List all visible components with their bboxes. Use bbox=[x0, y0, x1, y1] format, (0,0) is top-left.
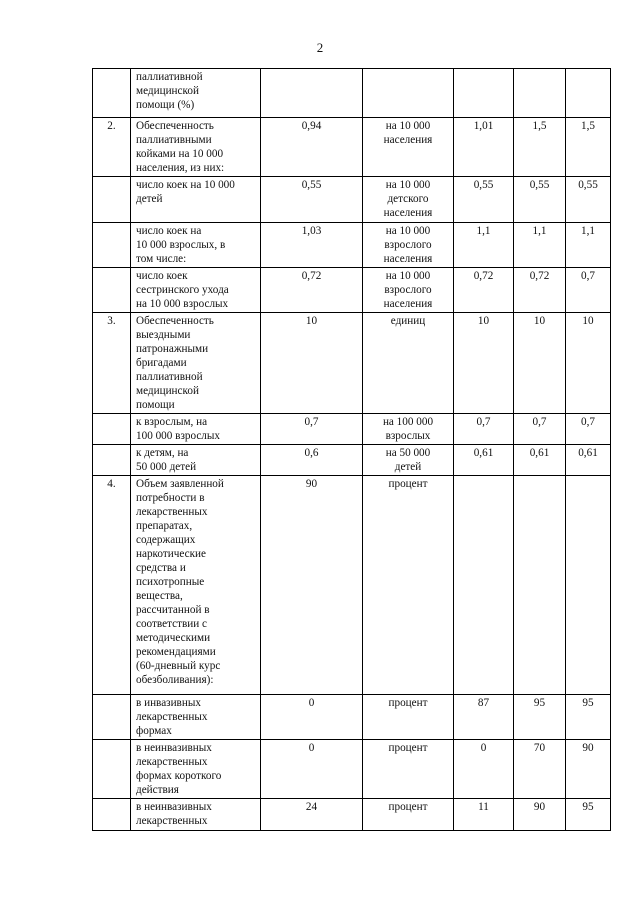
indicator-name-cell bbox=[131, 177, 261, 223]
indicator-name-cell-line: помощи (%) bbox=[136, 99, 195, 111]
indicator-name-cell-line: на 10 000 взрослых bbox=[136, 298, 229, 310]
base-value-cell: 0,7 bbox=[261, 414, 363, 445]
unit-cell bbox=[363, 445, 454, 476]
indicator-name-cell-line: число коек bbox=[136, 270, 188, 282]
unit-cell-line: населения bbox=[383, 134, 433, 146]
indicator-name-cell-line: помощи bbox=[136, 399, 175, 411]
indicator-name-cell-line: Обеспеченность bbox=[136, 315, 214, 327]
indicator-name-cell bbox=[131, 414, 261, 445]
base-value-cell: 0,94 bbox=[261, 118, 363, 177]
indicator-name-cell bbox=[131, 268, 261, 313]
base-value-cell: 0 bbox=[261, 695, 363, 740]
unit-cell-line: детского bbox=[387, 193, 429, 205]
value-1-cell: 11 bbox=[454, 799, 514, 831]
indicator-name-cell-line: наркотические bbox=[136, 548, 206, 560]
indicator-name-cell-line: (60-дневный курс bbox=[136, 660, 221, 672]
value-3-cell: 90 bbox=[566, 740, 611, 799]
base-value-cell: 10 bbox=[261, 313, 363, 414]
value-3-cell bbox=[566, 69, 611, 118]
unit-cell-line: на 10 000 bbox=[385, 120, 431, 132]
base-value-cell: 1,03 bbox=[261, 223, 363, 268]
indicator-name-cell-line: паллиативной bbox=[136, 71, 203, 83]
indicator-name-cell-line: патронажными bbox=[136, 343, 209, 355]
indicator-name-cell-line: лекарственных bbox=[136, 815, 208, 827]
value-1-cell: 0,61 bbox=[454, 445, 514, 476]
unit-cell bbox=[363, 177, 454, 223]
value-2-cell: 90 bbox=[514, 799, 566, 831]
unit-cell-line: процент bbox=[388, 697, 428, 709]
unit-cell-line: процент bbox=[388, 742, 428, 754]
row-number-cell bbox=[93, 695, 131, 740]
indicator-name-cell-line: число коек на 10 000 bbox=[136, 179, 235, 191]
indicator-name-cell-line: рекомендациями bbox=[136, 646, 216, 658]
base-value-cell: 90 bbox=[261, 476, 363, 695]
indicator-name-cell-line: медицинской bbox=[136, 85, 199, 97]
unit-cell-line: на 10 000 bbox=[385, 270, 431, 282]
indicator-name-cell-line: к взрослым, на bbox=[136, 416, 208, 428]
value-2-cell: 0,61 bbox=[514, 445, 566, 476]
value-1-cell: 87 bbox=[454, 695, 514, 740]
value-1-cell: 1,1 bbox=[454, 223, 514, 268]
value-2-cell: 10 bbox=[514, 313, 566, 414]
row-number-cell: 2. bbox=[93, 118, 131, 177]
indicator-name-cell-line: Объем заявленной bbox=[136, 478, 224, 490]
value-1-cell bbox=[454, 69, 514, 118]
value-2-cell bbox=[514, 69, 566, 118]
table-row bbox=[93, 740, 611, 799]
table-row bbox=[93, 414, 611, 445]
indicator-name-cell-line: Обеспеченность bbox=[136, 120, 214, 132]
unit-cell-line: населения bbox=[383, 253, 433, 265]
value-3-cell: 1,1 bbox=[566, 223, 611, 268]
unit-cell bbox=[363, 223, 454, 268]
value-2-cell: 0,72 bbox=[514, 268, 566, 313]
unit-cell-line: на 10 000 bbox=[385, 225, 431, 237]
value-1-cell: 10 bbox=[454, 313, 514, 414]
indicator-name-cell bbox=[131, 445, 261, 476]
indicator-name-cell bbox=[131, 740, 261, 799]
value-3-cell: 0,61 bbox=[566, 445, 611, 476]
indicator-name-cell-line: соответствии с bbox=[136, 618, 207, 630]
value-1-cell: 0,55 bbox=[454, 177, 514, 223]
indicator-name-cell bbox=[131, 695, 261, 740]
table-row bbox=[93, 476, 611, 695]
unit-cell-line: взрослого bbox=[384, 284, 432, 296]
indicator-name-cell-line: препаратах, bbox=[136, 520, 193, 532]
indicator-name-cell-line: в неинвазивных bbox=[136, 742, 212, 754]
value-2-cell bbox=[514, 476, 566, 695]
indicator-name-cell-line: содержащих bbox=[136, 534, 196, 546]
value-2-cell: 70 bbox=[514, 740, 566, 799]
table-row bbox=[93, 695, 611, 740]
unit-cell-line: процент bbox=[388, 801, 428, 813]
indicator-name-cell-line: сестринского ухода bbox=[136, 284, 229, 296]
indicator-name-cell-line: вещества, bbox=[136, 590, 183, 602]
value-3-cell: 95 bbox=[566, 695, 611, 740]
value-3-cell: 0,7 bbox=[566, 268, 611, 313]
row-number-cell bbox=[93, 445, 131, 476]
unit-cell-line: процент bbox=[388, 478, 428, 490]
value-2-cell: 1,1 bbox=[514, 223, 566, 268]
unit-cell bbox=[363, 740, 454, 799]
indicator-name-cell-line: число коек на bbox=[136, 225, 202, 237]
base-value-cell: 0,72 bbox=[261, 268, 363, 313]
value-1-cell: 0 bbox=[454, 740, 514, 799]
indicator-name-cell-line: формах bbox=[136, 725, 172, 737]
base-value-cell: 0,6 bbox=[261, 445, 363, 476]
indicator-name-cell bbox=[131, 223, 261, 268]
row-number-cell bbox=[93, 740, 131, 799]
unit-cell bbox=[363, 476, 454, 695]
base-value-cell: 0 bbox=[261, 740, 363, 799]
indicator-name-cell-line: населения, из них: bbox=[136, 162, 225, 174]
base-value-cell: 24 bbox=[261, 799, 363, 831]
table-row bbox=[93, 177, 611, 223]
indicator-name-cell-line: лекарственных bbox=[136, 756, 208, 768]
table-row bbox=[93, 799, 611, 831]
indicator-name-cell-line: действия bbox=[136, 784, 179, 796]
value-3-cell: 1,5 bbox=[566, 118, 611, 177]
unit-cell-line: на 10 000 bbox=[385, 179, 431, 191]
table-row bbox=[93, 118, 611, 177]
indicator-name-cell-line: 10 000 взрослых, в bbox=[136, 239, 226, 251]
unit-cell bbox=[363, 69, 454, 118]
indicator-name-cell-line: средства и bbox=[136, 562, 186, 574]
unit-cell-line: на 50 000 bbox=[385, 447, 431, 459]
base-value-cell: 0,55 bbox=[261, 177, 363, 223]
page-number: 2 bbox=[316, 40, 324, 55]
row-number-cell bbox=[93, 799, 131, 831]
value-3-cell: 10 bbox=[566, 313, 611, 414]
row-number-cell bbox=[93, 414, 131, 445]
value-1-cell: 0,72 bbox=[454, 268, 514, 313]
row-number-cell bbox=[93, 177, 131, 223]
value-3-cell bbox=[566, 476, 611, 695]
indicator-name-cell-line: обезболивания): bbox=[136, 674, 214, 686]
value-3-cell: 0,55 bbox=[566, 177, 611, 223]
indicator-name-cell-line: к детям, на bbox=[136, 447, 189, 459]
value-1-cell: 1,01 bbox=[454, 118, 514, 177]
table-row bbox=[93, 445, 611, 476]
table-row bbox=[93, 313, 611, 414]
indicator-name-cell-line: в инвазивных bbox=[136, 697, 201, 709]
indicator-name-cell bbox=[131, 69, 261, 118]
row-number-cell bbox=[93, 223, 131, 268]
indicator-name-cell-line: выездными bbox=[136, 329, 191, 341]
indicator-name-cell-line: потребности в bbox=[136, 492, 205, 504]
unit-cell bbox=[363, 414, 454, 445]
row-number-cell: 4. bbox=[93, 476, 131, 695]
indicator-name-cell-line: койками на 10 000 bbox=[136, 148, 224, 160]
table-row bbox=[93, 223, 611, 268]
row-number-cell bbox=[93, 69, 131, 118]
unit-cell bbox=[363, 268, 454, 313]
indicator-name-cell-line: лекарственных bbox=[136, 711, 208, 723]
unit-cell-line: единиц bbox=[390, 315, 426, 327]
value-2-cell: 95 bbox=[514, 695, 566, 740]
row-number-cell bbox=[93, 268, 131, 313]
indicator-name-cell bbox=[131, 799, 261, 831]
row-number-cell: 3. bbox=[93, 313, 131, 414]
unit-cell-line: населения bbox=[383, 298, 433, 310]
value-3-cell: 0,7 bbox=[566, 414, 611, 445]
unit-cell-line: взрослого bbox=[384, 239, 432, 251]
indicator-name-cell-line: методическими bbox=[136, 632, 211, 644]
table-row bbox=[93, 268, 611, 313]
indicator-name-cell-line: медицинской bbox=[136, 385, 199, 397]
indicator-name-cell-line: психотропные bbox=[136, 576, 205, 588]
indicator-name-cell bbox=[131, 313, 261, 414]
indicator-name-cell bbox=[131, 118, 261, 177]
indicator-name-cell-line: лекарственных bbox=[136, 506, 208, 518]
base-value-cell bbox=[261, 69, 363, 118]
indicators-table bbox=[92, 68, 611, 831]
indicator-name-cell-line: паллиативными bbox=[136, 134, 212, 146]
value-2-cell: 1,5 bbox=[514, 118, 566, 177]
unit-cell bbox=[363, 118, 454, 177]
indicator-name-cell-line: детей bbox=[136, 193, 163, 205]
unit-cell bbox=[363, 799, 454, 831]
indicator-name-cell-line: паллиативной bbox=[136, 371, 203, 383]
value-1-cell bbox=[454, 476, 514, 695]
value-1-cell: 0,7 bbox=[454, 414, 514, 445]
unit-cell-line: населения bbox=[383, 207, 433, 219]
unit-cell bbox=[363, 313, 454, 414]
table-row bbox=[93, 69, 611, 118]
indicator-name-cell-line: бригадами bbox=[136, 357, 187, 369]
indicator-name-cell-line: рассчитанной в bbox=[136, 604, 210, 616]
indicator-name-cell-line: 100 000 взрослых bbox=[136, 430, 220, 442]
indicator-name-cell-line: том числе: bbox=[136, 253, 187, 265]
value-2-cell: 0,7 bbox=[514, 414, 566, 445]
indicator-name-cell-line: формах короткого bbox=[136, 770, 222, 782]
indicator-name-cell-line: 50 000 детей bbox=[136, 461, 197, 473]
unit-cell-line: на 100 000 bbox=[382, 416, 434, 428]
unit-cell-line: детей bbox=[394, 461, 422, 473]
indicator-name-cell bbox=[131, 476, 261, 695]
indicator-name-cell-line: в неинвазивных bbox=[136, 801, 212, 813]
value-2-cell: 0,55 bbox=[514, 177, 566, 223]
value-3-cell: 95 bbox=[566, 799, 611, 831]
unit-cell bbox=[363, 695, 454, 740]
unit-cell-line: взрослых bbox=[385, 430, 431, 442]
